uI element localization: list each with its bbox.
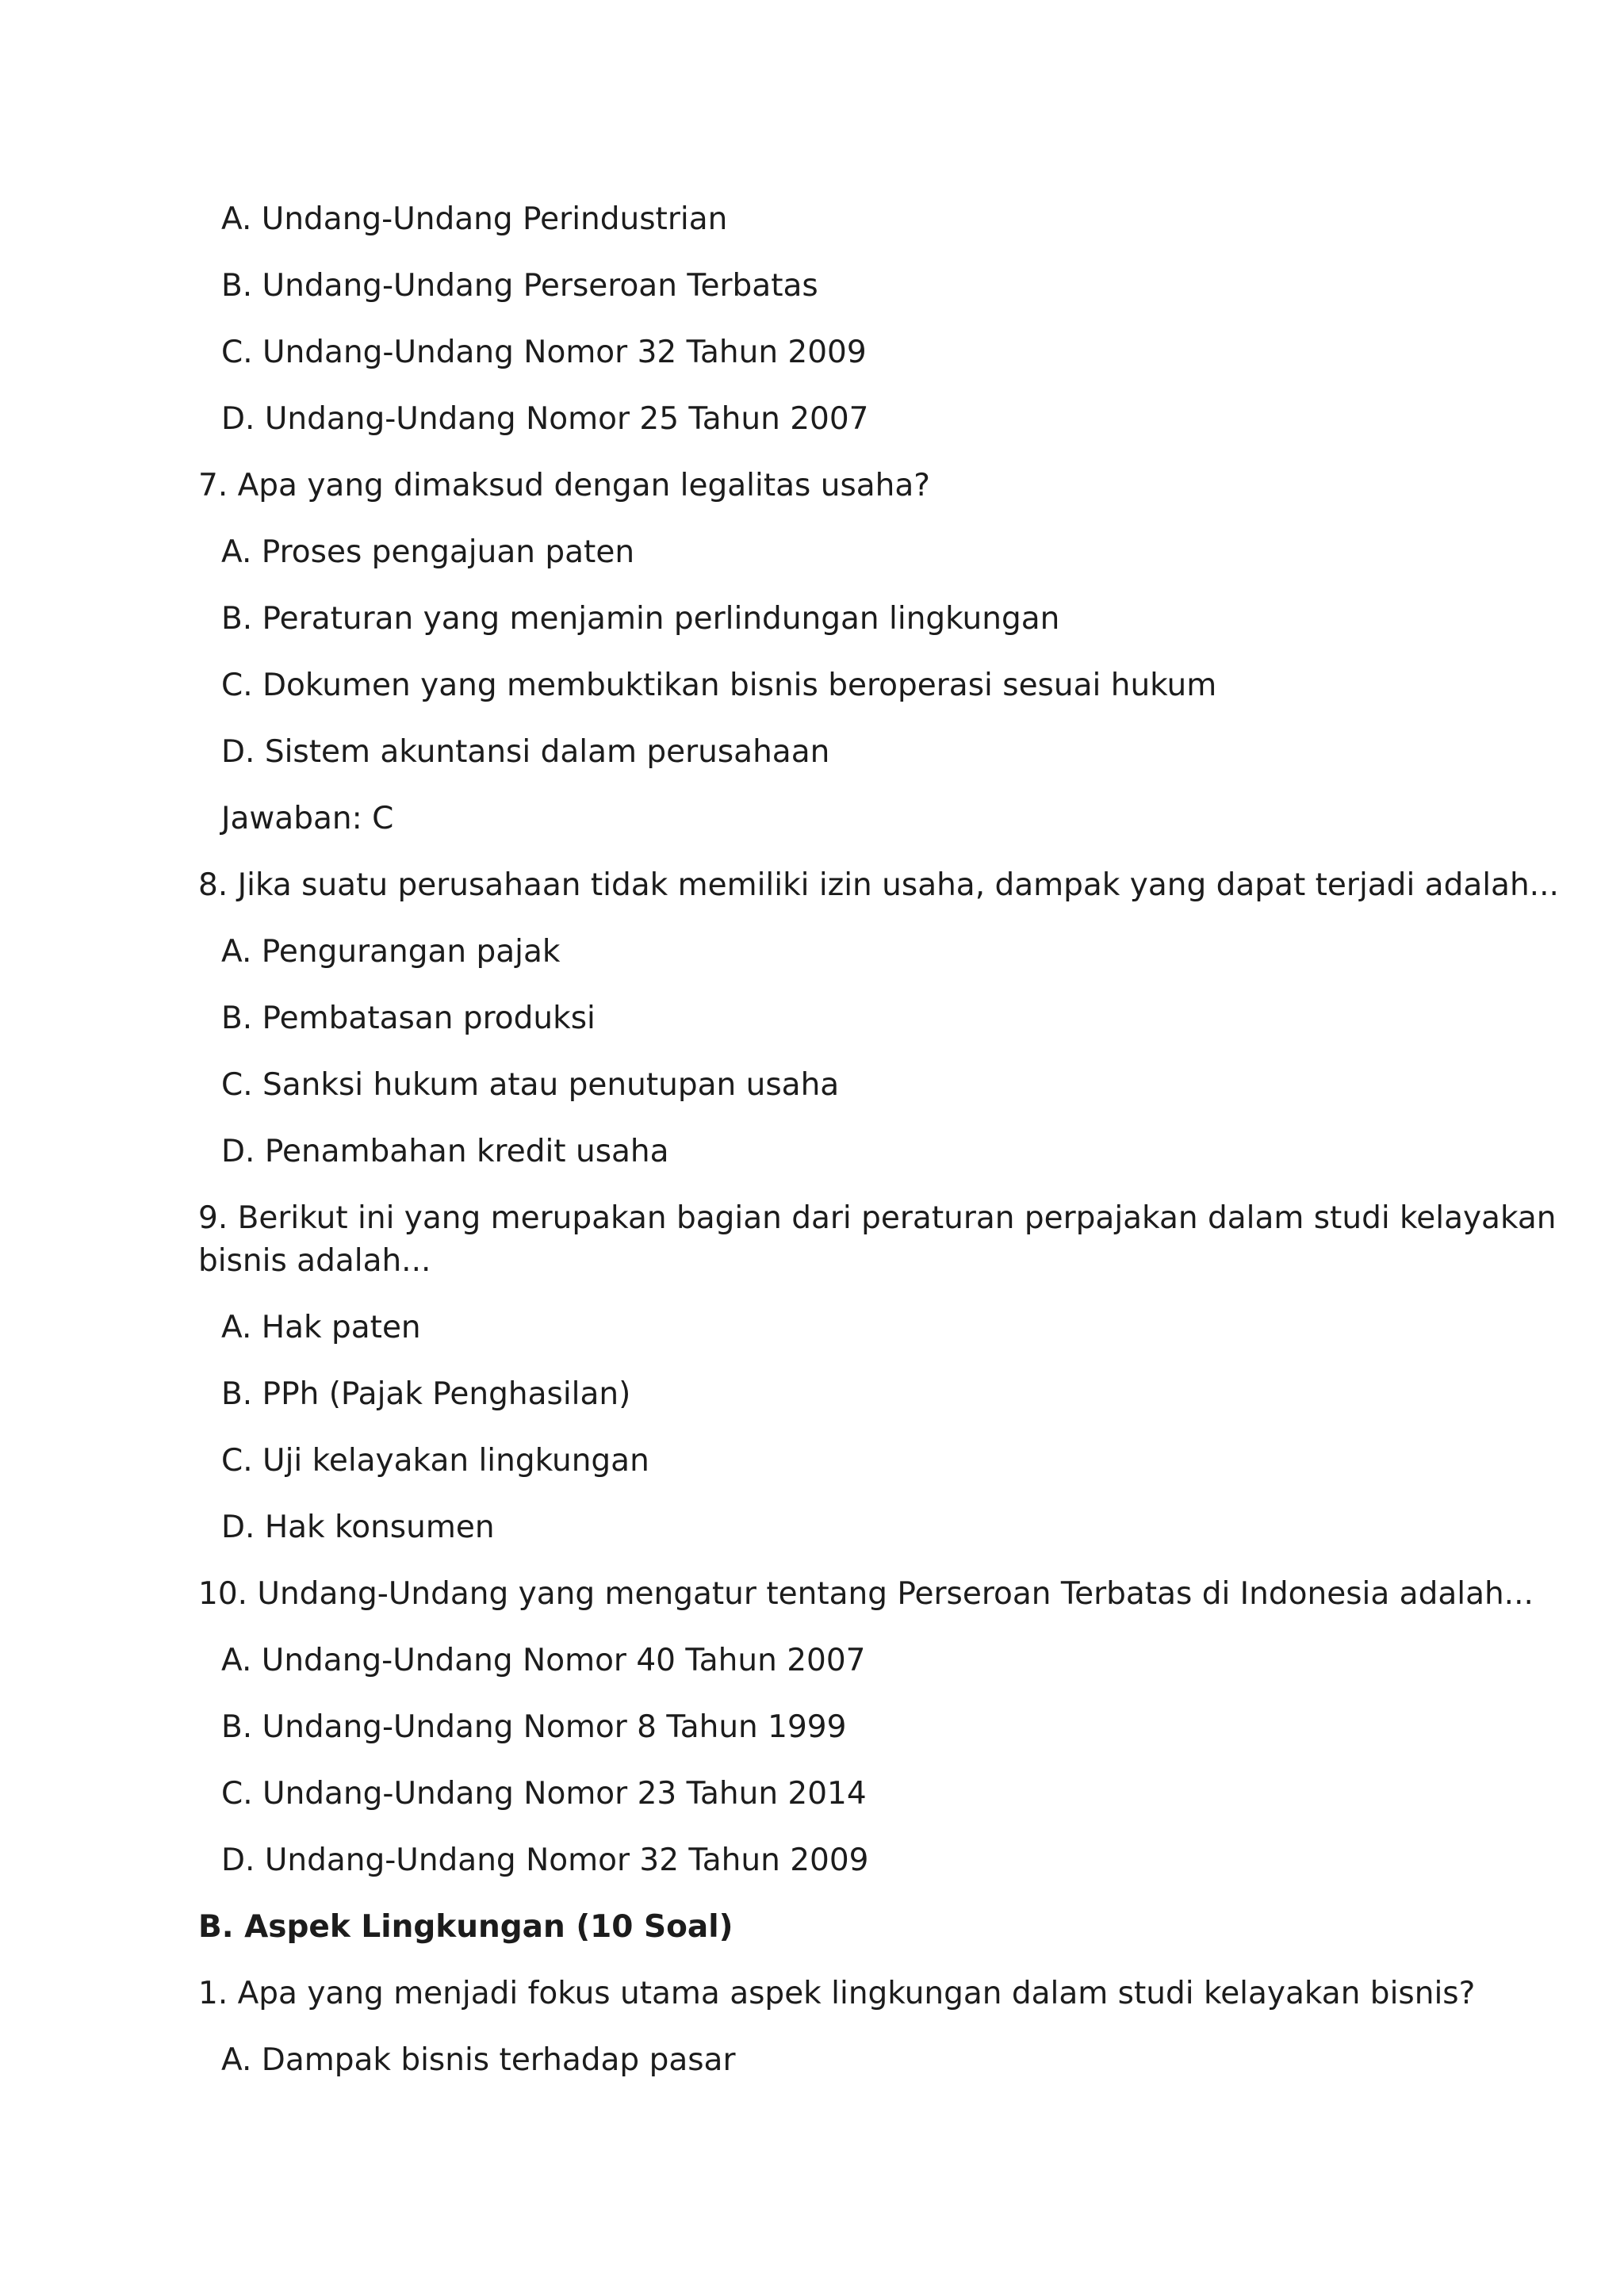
option-b: B. Pembatasan produksi <box>221 1001 596 1036</box>
option-a: A. Hak paten <box>221 1310 421 1345</box>
question-9-line-2: bisnis adalah... <box>198 1243 431 1279</box>
option-b: B. Undang-Undang Perseroan Terbatas <box>221 268 818 304</box>
option-c: C. Uji kelayakan lingkungan <box>221 1443 649 1479</box>
option-b: B. PPh (Pajak Penghasilan) <box>221 1376 631 1412</box>
option-d: D. Hak konsumen <box>221 1510 495 1545</box>
question-8: 8. Jika suatu perusahaan tidak memiliki izin usaha, dampak yang dapat terjadi adalah... <box>198 867 1559 903</box>
option-c: C. Dokumen yang membuktikan bisnis beroperasi sesuai hukum <box>221 668 1217 703</box>
option-d: D. Sistem akuntansi dalam perusahaan <box>221 734 830 770</box>
question-9-line-1: 9. Berikut ini yang merupakan bagian dari peraturan perpajakan dalam studi kelayakan <box>198 1200 1557 1236</box>
option-d: D. Undang-Undang Nomor 25 Tahun 2007 <box>221 401 869 437</box>
option-a: A. Undang-Undang Nomor 40 Tahun 2007 <box>221 1643 866 1678</box>
option-a: A. Pengurangan pajak <box>221 934 561 970</box>
option-b: B. Undang-Undang Nomor 8 Tahun 1999 <box>221 1709 847 1745</box>
option-c: C. Undang-Undang Nomor 32 Tahun 2009 <box>221 335 867 370</box>
question-10: 10. Undang-Undang yang mengatur tentang Perseroan Terbatas di Indonesia adalah... <box>198 1576 1534 1612</box>
option-c: C. Sanksi hukum atau penutupan usaha <box>221 1067 840 1103</box>
option-a: A. Dampak bisnis terhadap pasar <box>221 2042 736 2078</box>
option-c: C. Undang-Undang Nomor 23 Tahun 2014 <box>221 1776 867 1812</box>
question-1: 1. Apa yang menjadi fokus utama aspek lingkungan dalam studi kelayakan bisnis? <box>198 1976 1476 2011</box>
option-a: A. Undang-Undang Perindustrian <box>221 201 728 237</box>
option-d: D. Penambahan kredit usaha <box>221 1134 669 1169</box>
answer-key: Jawaban: C <box>221 801 394 836</box>
option-b: B. Peraturan yang menjamin perlindungan lingkungan <box>221 601 1060 637</box>
option-a: A. Proses pengajuan paten <box>221 534 635 570</box>
question-7: 7. Apa yang dimaksud dengan legalitas usaha? <box>198 468 930 503</box>
option-d: D. Undang-Undang Nomor 32 Tahun 2009 <box>221 1843 869 1878</box>
section-heading: B. Aspek Lingkungan (10 Soal) <box>198 1909 733 1945</box>
